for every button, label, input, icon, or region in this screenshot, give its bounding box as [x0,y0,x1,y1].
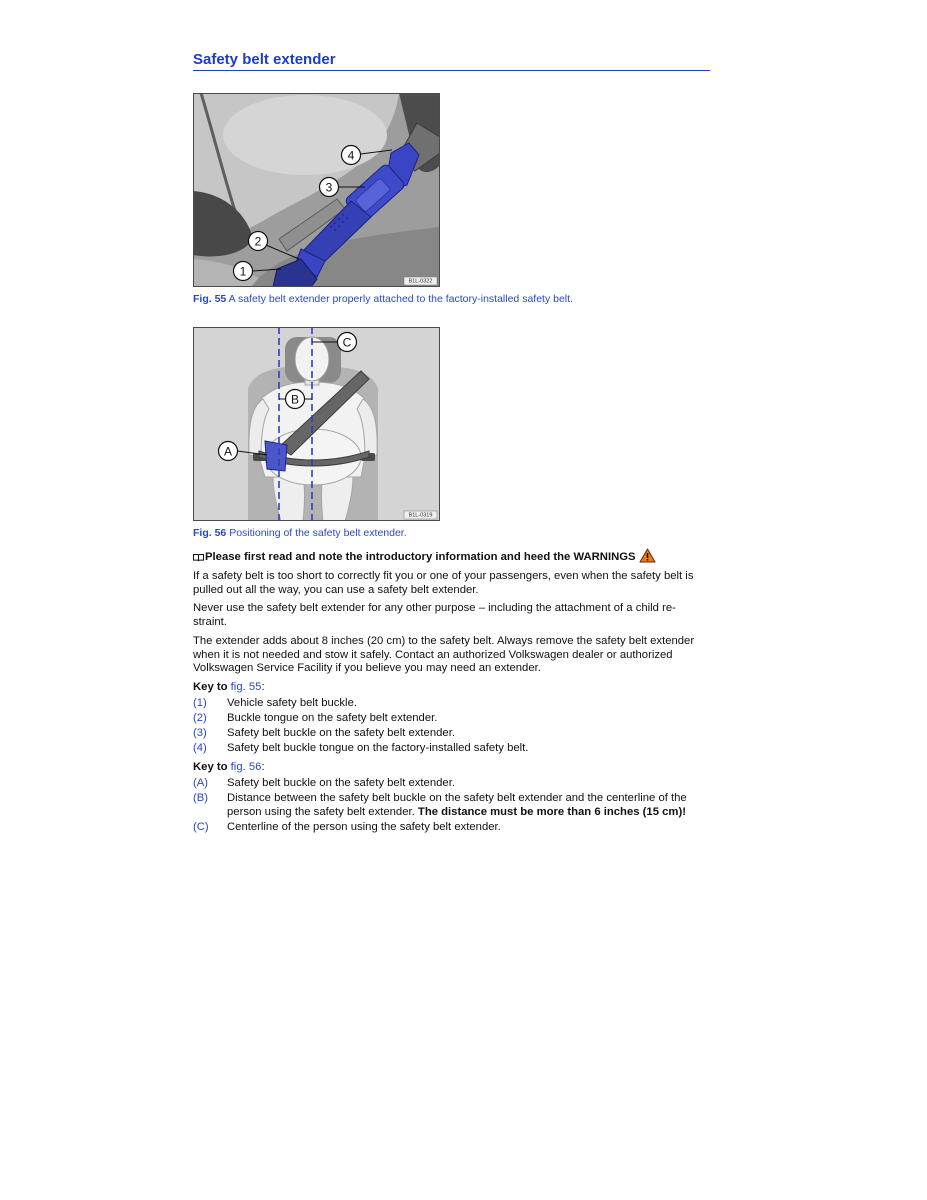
key-item-label: (4) [193,742,207,754]
key-item-label: (1) [193,697,207,709]
key-item-label: (2) [193,712,207,724]
paragraph-line: Never use the safety belt extender for any other purpose – including the attachment of a child re- [193,602,676,614]
key-item-text: Safety belt buckle tongue on the factory-installed safety belt. [227,742,529,754]
stitch [346,217,348,219]
stitch [338,225,340,227]
figure-56-illustration [193,327,440,521]
key-item-b [193,791,703,819]
key-item-label: (3) [193,727,207,739]
key-heading-prefix: Key to [193,761,228,773]
figure-label: Fig. 55 [193,293,227,305]
stitch [334,229,336,231]
key-item-c [193,820,703,834]
callout-label: 3 [325,180,333,195]
paragraph-line: straint. [193,615,227,628]
figure-reference-link[interactable]: fig. 56 [230,761,262,773]
warning-icon [639,548,656,563]
seat-back-highlight [223,95,387,175]
callout-label: B [290,392,300,407]
callout-label: 1 [239,264,247,279]
key-item-label: (A) [193,777,209,789]
key-item-text: Safety belt buckle on the safety belt extender. [227,727,455,739]
stitch [342,214,344,216]
key-heading-prefix: Key to [193,681,228,693]
figure-56 [193,327,440,521]
figure-55 [193,93,440,287]
key-item-label: (B) [193,792,209,804]
extender-buckle [265,441,287,471]
page-title: Safety belt extender [193,51,710,71]
paragraph-line: The extender adds about 8 inches (20 cm) to the safety belt. Always remove the safety belt extender [193,635,695,647]
intro-text: Please first read and note the introductory information and heed the WARNINGS [205,551,636,563]
key-item-3 [193,726,703,740]
callout-label: A [223,444,233,459]
figure-caption-text: Positioning of the safety belt extender. [229,527,407,539]
stitch [334,222,336,224]
stitch [342,221,344,223]
stitch [338,218,340,220]
figure-55-caption [193,293,573,306]
key-heading-suffix: : [261,681,265,693]
paragraph-line: when it is not needed and stow it safely. Contact an authorized Volkswagen dealer or authorized [193,648,673,661]
paragraph-line: pulled out all the way, you can use a safety belt extender. [193,583,479,596]
figure-56-caption [193,527,407,540]
paragraph [193,602,676,629]
figure-reference-link[interactable]: fig. 55 [230,681,262,693]
key-heading-suffix: : [261,761,265,773]
figure-label: Fig. 56 [193,527,227,539]
key-item-text: Buckle tongue on the safety belt extender. [227,712,438,724]
figure-code: B1L-0322 [408,278,433,285]
key-item-2 [193,711,703,725]
figure-code: B1L-0319 [408,512,433,519]
warning-exclamation-dot [646,559,648,561]
callout-label: 4 [347,148,355,163]
key-item-body [227,791,701,819]
intro-note [193,550,656,564]
key-item-a [193,776,703,790]
figure-caption-text: A safety belt extender properly attached to the factory-installed safety belt. [228,293,573,305]
key-heading-fig-55 [193,680,265,694]
figure-55-illustration [193,93,440,287]
stitch [330,226,332,228]
paragraph-line: If a safety belt is too short to correctly fit you or one of your passengers, even when the safety belt is [193,570,694,582]
book-icon-shape [194,554,204,561]
key-item-text: Vehicle safety belt buckle. [227,697,357,709]
key-heading-fig-56 [193,760,265,774]
key-item-text: Distance between the safety belt buckle on the safety belt extender and the centerline of the person using the safety belt extender. [227,792,687,818]
callout-label: C [342,335,352,350]
key-item-text: Safety belt buckle on the safety belt extender. [227,777,455,789]
key-item-emphasis: The distance must be more than 6 inches (15 cm)! [417,806,686,818]
key-item-label: (C) [193,821,209,833]
key-item-4 [193,741,703,755]
key-item-1 [193,696,703,710]
book-icon [193,553,204,562]
paragraph-line: Volkswagen Service Facility if you believe you may need an extender. [193,662,541,674]
callout-label: 2 [254,234,262,249]
paragraph [193,635,694,676]
warning-exclamation-bar [646,553,648,558]
paragraph [193,570,693,597]
key-item-text: Centerline of the person using the safety belt extender. [227,821,501,833]
